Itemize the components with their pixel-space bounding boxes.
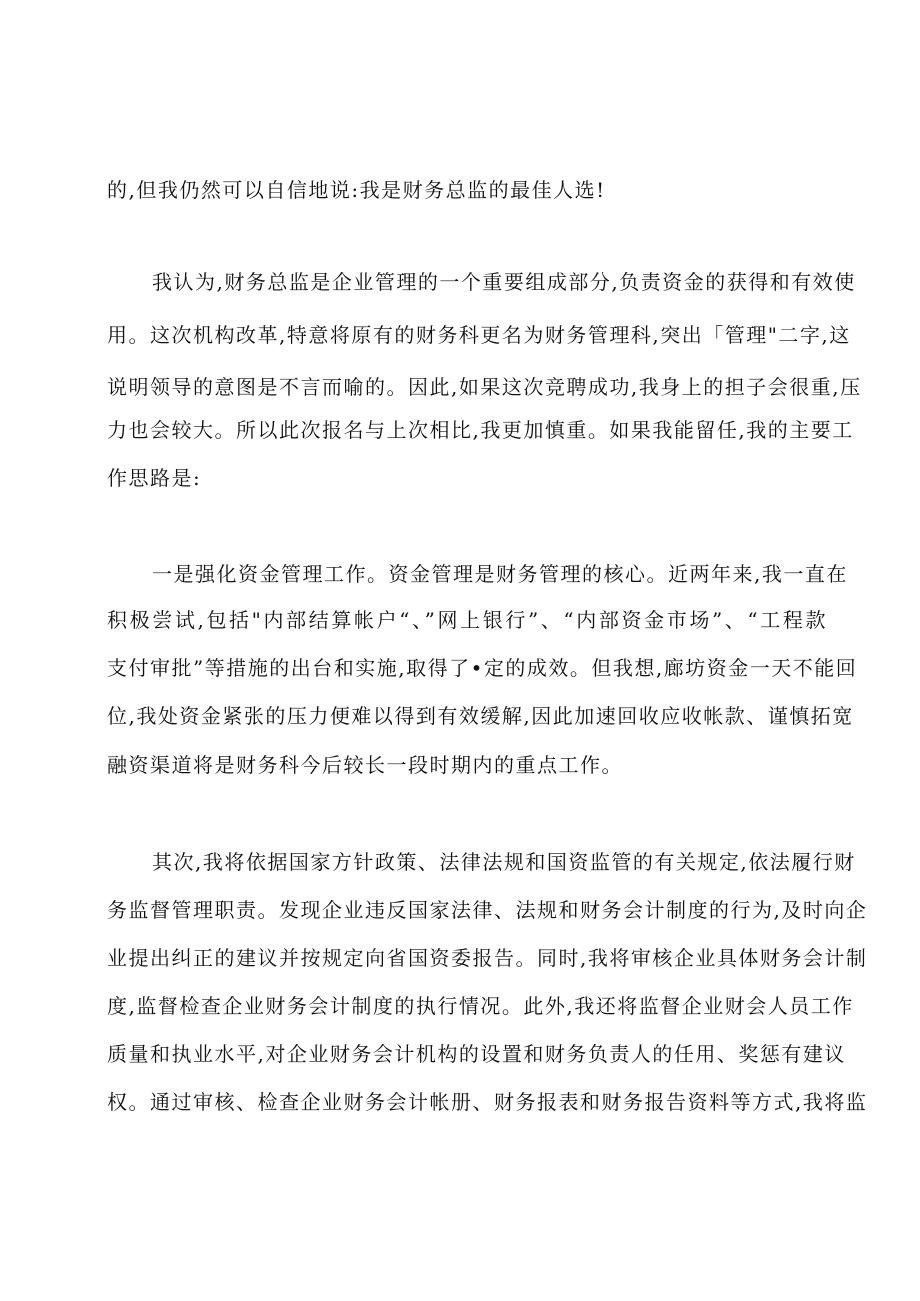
paragraph-line: 其次,我将依据国家方针政策、法律法规和国资监管的有关规定,依法履行财 xyxy=(152,850,856,874)
paragraph-line: 的,但我仍然可以自信地说:我是财务总监的最佳人选! xyxy=(107,178,606,202)
paragraph-line: 务监督管理职责。发现企业违反国家法律、法规和财务会计制度的行为,及时向企 xyxy=(107,898,868,922)
paragraph-line: 业提出纠正的建议并按规定向省国资委报告。同时,我将审核企业具体财务会计制 xyxy=(107,946,868,970)
paragraph-line: 用。这次机构改革,特意将原有的财务科更名为财务管理科,突出「管理"二字,这 xyxy=(107,323,851,347)
paragraph-line: 权。通过审核、检查企业财务会计帐册、财务报表和财务报告资料等方式,我将监 xyxy=(107,1090,868,1114)
paragraph-line: 积极尝试,包括"内部结算帐户“、”网上银行”、“内部资金市场”、“工程款 xyxy=(107,608,827,632)
paragraph-line: 度,监督检查企业财务会计制度的执行情况。此外,我还将监督企业财会人员工作 xyxy=(107,994,854,1018)
paragraph-line: 我认为,财务总监是企业管理的一个重要组成部分,负责资金的获得和有效使 xyxy=(152,270,856,294)
paragraph-line: 支付审批”等措施的出台和实施,取得了•定的成效。但我想,廊坊资金一天不能回 xyxy=(107,656,858,680)
paragraph-line: 融资渠道将是财务科今后较长一段时期内的重点工作。 xyxy=(107,753,623,777)
paragraph-line: 位,我处资金紧张的压力便难以得到有效缓解,因此加速回收应收帐款、谨慎拓宽 xyxy=(107,704,854,728)
paragraph-line: 一是强化资金管理工作。资金管理是财务管理的核心。近两年来,我一直在 xyxy=(152,562,848,586)
paragraph-line: 力也会较大。所以此次报名与上次相比,我更加慎重。如果我能留任,我的主要工 xyxy=(107,418,854,442)
paragraph-line: 说明领导的意图是不言而喻的。因此,如果这次竞聘成功,我身上的担子会很重,压 xyxy=(107,375,862,399)
paragraph-line: 作思路是: xyxy=(107,466,202,490)
paragraph-line: 质量和执业水平,对企业财务会计机构的设置和财务负责人的任用、奖惩有建议 xyxy=(107,1042,846,1066)
